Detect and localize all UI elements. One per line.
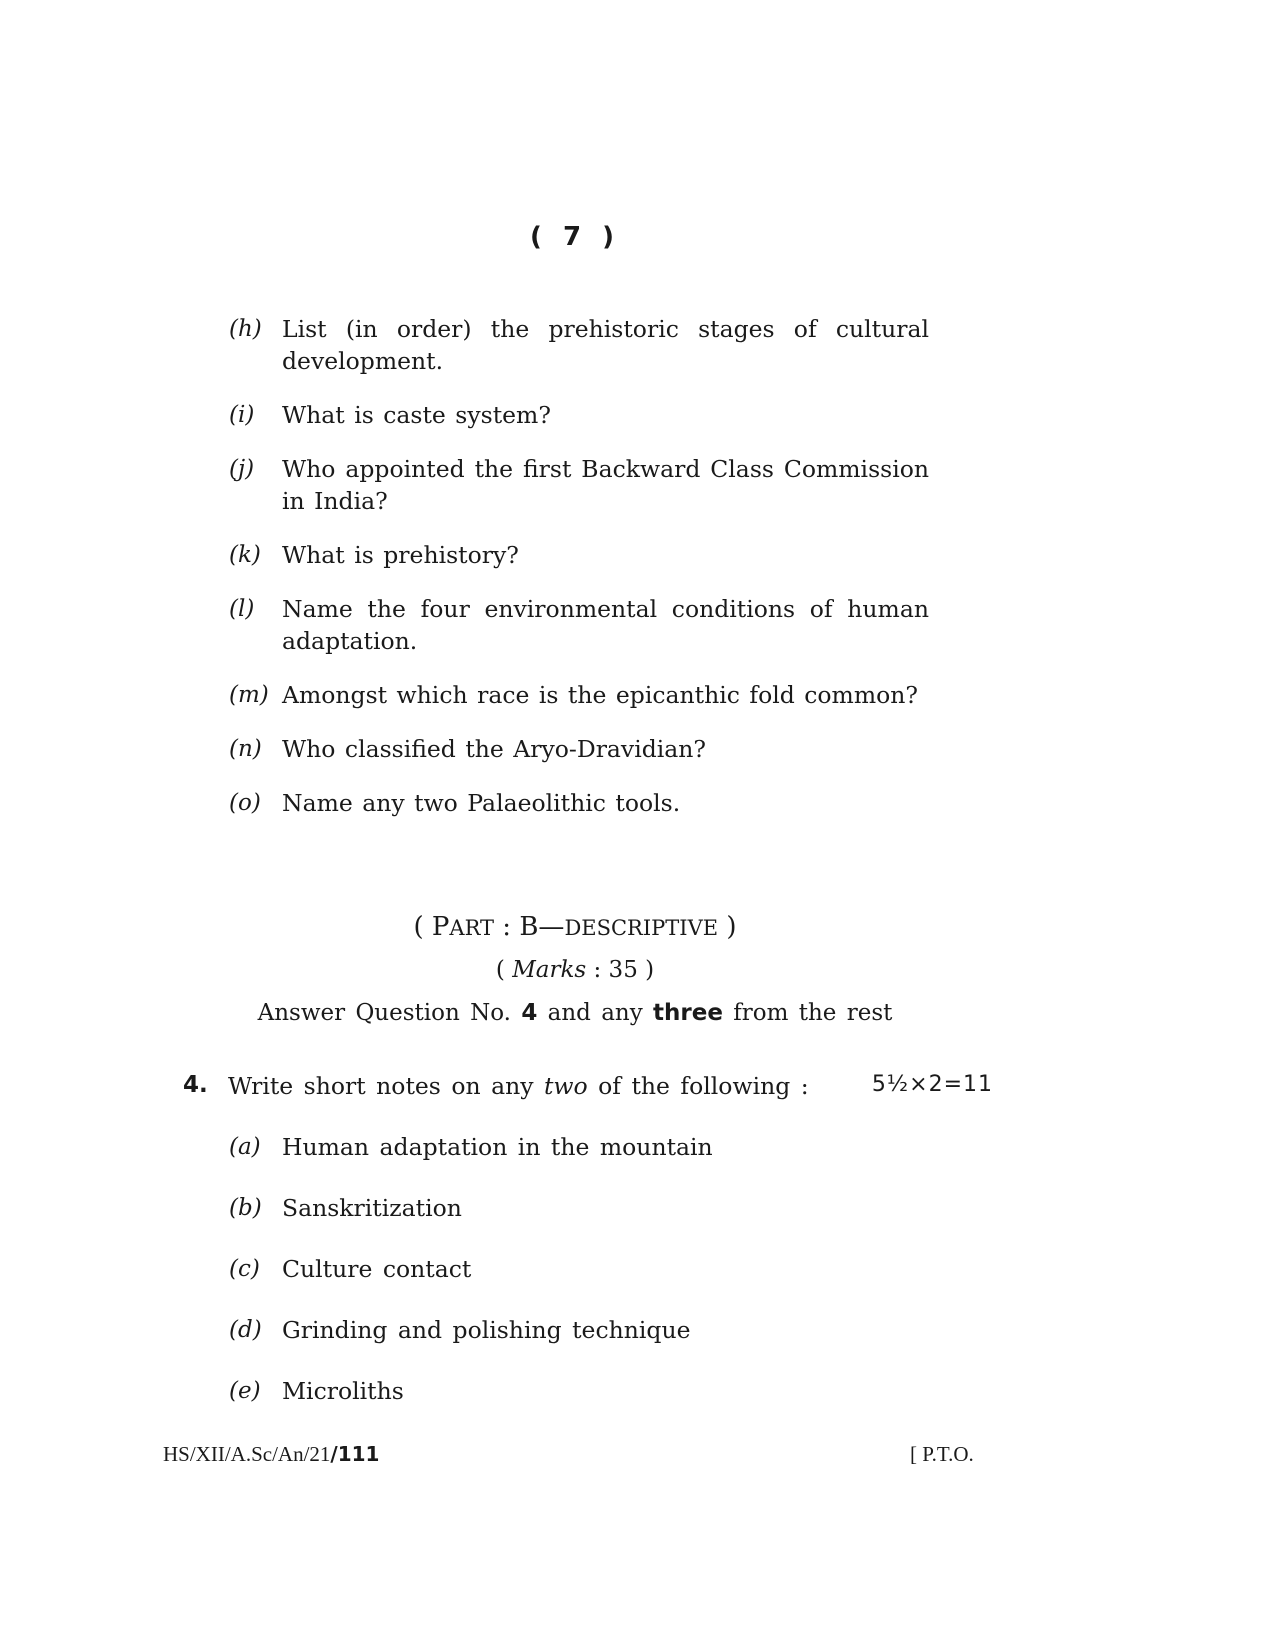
- question-item: [229, 453, 929, 517]
- question-list: [229, 313, 929, 841]
- question-text: List (in order) the prehistoric stages of cultural development.: [282, 315, 929, 375]
- question-label: (n): [229, 736, 262, 762]
- option-item: [229, 1192, 929, 1224]
- question-item: [229, 733, 929, 765]
- paper-code: HS/XII/A.Sc/An/21/111: [163, 1442, 380, 1466]
- question-text: Amongst which race is the epicanthic fold common?: [282, 681, 919, 709]
- question-number: 4.: [183, 1072, 208, 1098]
- question-text: Name any two Palaeolithic tools.: [282, 789, 681, 817]
- question-label: (o): [229, 790, 261, 816]
- option-text: Human adaptation in the mountain: [282, 1133, 713, 1161]
- option-item: [229, 1131, 929, 1163]
- question-label: (l): [229, 596, 255, 622]
- option-label: (d): [229, 1317, 262, 1343]
- option-text: Microliths: [282, 1377, 404, 1405]
- part-b-instruction: Answer Question No. 4 and any three from the rest: [257, 1000, 893, 1026]
- page-number: ( 7 ): [530, 222, 620, 252]
- question-label: (i): [229, 402, 255, 428]
- option-label: (a): [229, 1134, 261, 1160]
- question-text: What is caste system?: [282, 401, 551, 429]
- part-b-marks: ( Marks : 35 ): [495, 957, 655, 983]
- option-item: [229, 1253, 929, 1285]
- question-label: (h): [229, 316, 262, 342]
- question-text: Write short notes on any two of the following :: [228, 1072, 809, 1100]
- option-item: [229, 1314, 929, 1346]
- option-text: Grinding and polishing technique: [282, 1316, 691, 1344]
- option-text: Sanskritization: [282, 1194, 462, 1222]
- question-text: Who classified the Aryo-Dravidian?: [282, 735, 707, 763]
- option-item: [229, 1375, 929, 1407]
- question-marks: 5½×2=11: [871, 1072, 993, 1097]
- question-text: Who appointed the first Backward Class Commission in India?: [282, 455, 929, 515]
- question-item: [229, 679, 929, 711]
- question-item: [229, 787, 929, 819]
- option-text: Culture contact: [282, 1255, 472, 1283]
- option-label: (b): [229, 1195, 262, 1221]
- question-label: (k): [229, 542, 261, 568]
- question-label: (m): [229, 682, 269, 708]
- question-item: [229, 539, 929, 571]
- option-label: (e): [229, 1378, 261, 1404]
- question-item: [229, 593, 929, 657]
- pto-note: [ P.T.O.: [910, 1442, 974, 1466]
- question-4-options: [229, 1131, 929, 1436]
- part-b-heading: ( PART : B—DESCRIPTIVE ): [413, 912, 737, 942]
- question-item: [229, 313, 929, 377]
- question-text: Name the four environmental conditions of human adaptation.: [282, 595, 929, 655]
- question-text: What is prehistory?: [282, 541, 519, 569]
- question-label: (j): [229, 456, 255, 482]
- question-item: [229, 399, 929, 431]
- option-label: (c): [229, 1256, 260, 1282]
